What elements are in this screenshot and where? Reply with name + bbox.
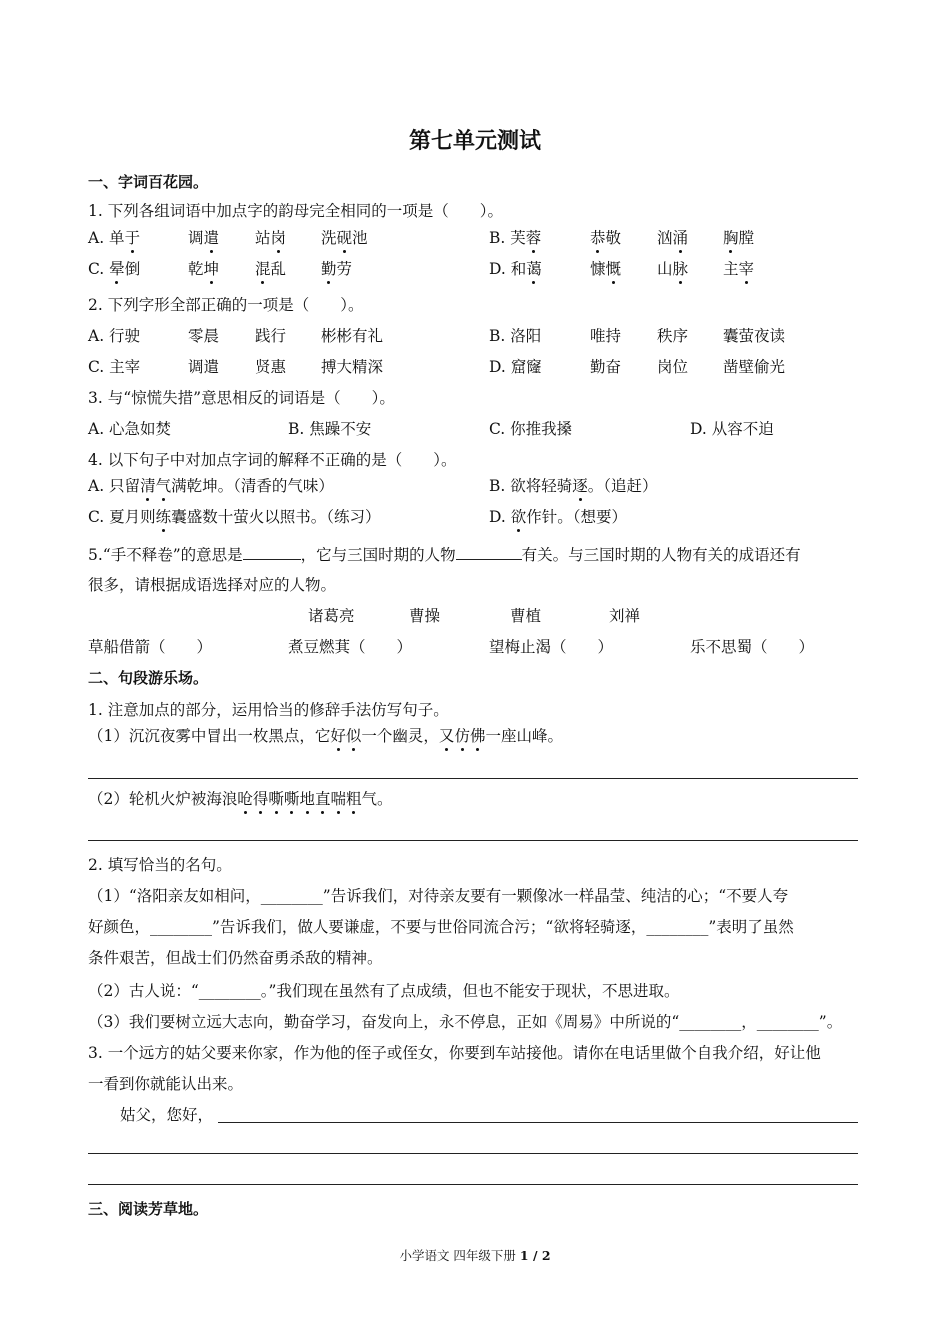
q1-a-word1-dotted: 于: [124, 229, 141, 247]
q4-option-c: C. 夏月则练囊盛数十萤火以照书。（练习）: [88, 508, 381, 526]
q2-d-2: 勤奋: [590, 358, 622, 376]
s2-q1-part1: （1）沉沉夜雾中冒出一枚黑点，它好似一个幽灵，又仿佛一座山峰。: [88, 727, 563, 745]
section-1-heading: 一、字词百花园。: [88, 173, 209, 191]
s2-q2-line3: 条件艰苦，但战士们仍然奋勇杀敌的精神。: [88, 949, 383, 967]
p2-dot2: 得: [252, 790, 269, 808]
q2-b-3: 秩序: [657, 327, 689, 345]
q5-person-2: 曹操: [409, 607, 441, 625]
q4-stem: 4. 以下句子中对加点字词的解释不正确的是（ ）。: [88, 451, 457, 469]
q1-c-word4: 勤劳: [321, 260, 353, 278]
q1-d-word4-dotted: 宰: [738, 260, 755, 278]
q3-option-b: B. 焦躁不安: [288, 420, 372, 438]
q1-b-word3-dotted: 涌: [672, 229, 689, 247]
q5-blank-2[interactable]: [456, 543, 522, 560]
q1-a-word4-dotted: 砚: [336, 229, 353, 247]
q1-a-word3-dotted: 岗: [270, 229, 287, 247]
p2-dot5: 地: [299, 790, 315, 808]
q2-d-3: 岗位: [657, 358, 689, 376]
p1-dot1: 好: [330, 727, 346, 745]
q2-a-4: 彬彬有礼: [321, 327, 384, 345]
answer-line[interactable]: [88, 778, 858, 779]
q1-d-word3: 山脉: [657, 260, 689, 278]
q5-person-4: 刘禅: [609, 607, 641, 625]
q5-idiom-2: 煮豆燃萁（ ）: [288, 638, 413, 656]
q1-b-word3: 汹涌: [657, 229, 689, 247]
q2-c-4: 搏大精深: [321, 358, 384, 376]
q2-c-2: 调遣: [188, 358, 220, 376]
answer-line[interactable]: [218, 1122, 858, 1123]
p2-dot1: 呛: [237, 790, 253, 808]
p1-dot4: 仿: [454, 727, 470, 745]
q1-b-word4: 胸膛: [723, 229, 755, 247]
page-title: 第七单元测试: [408, 129, 541, 154]
q1-b-word2-dotted: 恭: [590, 229, 606, 247]
answer-line[interactable]: [88, 1184, 858, 1185]
page-footer: [0, 1246, 950, 1266]
s2-q2-line4: （2）古人说：“________。”我们现在虽然有了点成绩，但也不能安于现状，不思进取。: [88, 982, 680, 1000]
q4-b-dot: 逐: [572, 477, 588, 495]
p2-dot8: 粗: [345, 790, 362, 808]
page-number: 1 / 2: [519, 1248, 551, 1263]
q1-a-word2-dotted: 遣: [203, 229, 220, 247]
q1-d-word3-dotted: 脉: [672, 260, 689, 278]
q4-option-a: A. 只留清气满乾坤。（清香的气味）: [88, 477, 334, 495]
q1-d-word2: 慷慨: [590, 260, 622, 278]
q1-option-a: [88, 228, 140, 248]
q4-a-dot2: 气: [155, 477, 172, 495]
q5-line1: 5.“手不释卷”的意思是 ，它与三国时期的人物 有关。与三国时期的人物有关的成语还有: [88, 543, 801, 565]
q2-d-1: D. 窟窿: [489, 358, 542, 376]
q1-b-word4-dotted: 胸: [723, 229, 739, 247]
q4-d-dot: 欲: [510, 508, 527, 526]
q1-a-word3: 站岗: [255, 229, 287, 247]
p2-dot4: 嘶: [283, 790, 300, 808]
answer-line[interactable]: [88, 840, 858, 841]
s2-q2-line2: 好颜色，________”告诉我们，做人要谦虚，不要与世俗同流合污；“欲将轻骑逐，________”表明了虽然: [88, 918, 794, 936]
q1-a-word2: 调遣: [188, 229, 220, 247]
q1-d-word4: 主宰: [723, 260, 755, 278]
q1-c-word2: 乾坤: [188, 260, 220, 278]
q1-b-word1-dotted: 蓉: [525, 229, 542, 247]
q2-a-1: A. 行驶: [88, 327, 141, 345]
q4-option-d: D. 欲作针。（想要）: [489, 508, 628, 526]
footer-text: 小学语文 四年级下册: [399, 1248, 520, 1263]
q1-c-word2-dotted: 坤: [203, 260, 220, 278]
q3-option-a: A. 心急如焚: [88, 420, 172, 438]
q2-stem: 2. 下列字形全部正确的一项是（ ）。: [88, 296, 364, 314]
q2-c-3: 贤惠: [255, 358, 287, 376]
s2-q3-greeting: 姑父，您好，: [120, 1106, 214, 1124]
q5-line2: 很多，请根据成语选择对应的人物。: [88, 576, 337, 594]
q2-b-4: 囊萤夜读: [723, 327, 786, 345]
s2-q2-line1: （1）“洛阳亲友如相问，________”告诉我们，对待亲友要有一颗像冰一样晶莹、纯洁的心；“不要人夸: [88, 887, 789, 905]
q5-person-1: 诸葛亮: [308, 607, 355, 625]
p1-dot5: 佛: [469, 727, 486, 745]
q5-person-3: 曹植: [510, 607, 542, 625]
q5-idiom-1: 草船借箭（ ）: [88, 638, 213, 656]
section-2-heading: 二、句段游乐场。: [88, 669, 209, 687]
q2-d-4: 凿壁偷光: [723, 358, 786, 376]
p2-dot7: 喘: [330, 790, 346, 808]
q1-b-word2: 恭敬: [590, 229, 622, 247]
q1-option-b: B. 芙蓉: [489, 229, 542, 247]
p1-dot2: 似: [345, 727, 362, 745]
q2-a-2: 零晨: [188, 327, 220, 345]
q1-c-word3: 混乱: [255, 260, 287, 278]
q4-option-b: B. 欲将轻骑逐。（追赶）: [489, 477, 658, 495]
q4-a-dot1: 清: [140, 477, 156, 495]
q1-d-word2-dotted: 慨: [605, 260, 622, 278]
s2-q3-line1: 3. 一个远方的姑父要来你家，作为他的侄子或侄女，你要到车站接他。请你在电话里做个自我介绍，好让他: [88, 1044, 821, 1062]
s2-q1-stem: 1. 注意加点的部分，运用恰当的修辞手法仿写句子。: [88, 701, 449, 719]
q1-a-word1: A. 单于: [88, 229, 141, 247]
p2-dot3: 嘶: [268, 790, 284, 808]
q3-stem: 3. 与“惊慌失措”意思相反的词语是（ ）。: [88, 389, 395, 407]
q1-d-word1-dotted: 蔼: [526, 260, 542, 278]
q3-option-c: C. 你推我搡: [489, 420, 573, 438]
q2-c-1: C. 主宰: [88, 358, 141, 376]
q1-c-word3-dotted: 混: [255, 260, 271, 278]
q5-idiom-4: 乐不思蜀（ ）: [690, 638, 815, 656]
q1-a-word4: 洗砚池: [321, 229, 368, 247]
q1-c-word4-dotted: 勤: [321, 260, 337, 278]
q5-idiom-3: 望梅止渴（ ）: [489, 638, 614, 656]
q1-option-d: D. 和蔼: [489, 260, 542, 278]
p1-dot3: 又: [438, 727, 455, 745]
q1-c-word1-dotted: 晕: [109, 260, 125, 278]
q4-c-dot: 练: [155, 508, 172, 526]
section-3-heading: 三、阅读芳草地。: [88, 1200, 209, 1218]
s2-q2-stem: 2. 填写恰当的名句。: [88, 856, 232, 874]
p2-dot6: 直: [314, 790, 331, 808]
s2-q3-line2: 一看到你就能认出来。: [88, 1075, 244, 1093]
q5-blank-1[interactable]: [243, 543, 301, 560]
answer-line[interactable]: [88, 1153, 858, 1154]
s2-q1-part2: （2）轮机火炉被海浪呛得嘶嘶地直喘粗气。: [88, 790, 393, 808]
q3-option-d: D. 从容不迫: [690, 420, 774, 438]
q2-b-1: B. 洛阳: [489, 327, 542, 345]
s2-q2-line5: （3）我们要树立远大志向，勤奋学习，奋发向上，永不停息，正如《周易》中所说的“________，________”。: [88, 1013, 843, 1031]
q1-stem: 1. 下列各组词语中加点字的韵母完全相同的一项是（ ）。: [88, 202, 503, 220]
q2-b-2: 唯持: [590, 327, 622, 345]
q2-a-3: 践行: [255, 327, 287, 345]
q1-option-c: C. 晕倒: [88, 260, 141, 278]
